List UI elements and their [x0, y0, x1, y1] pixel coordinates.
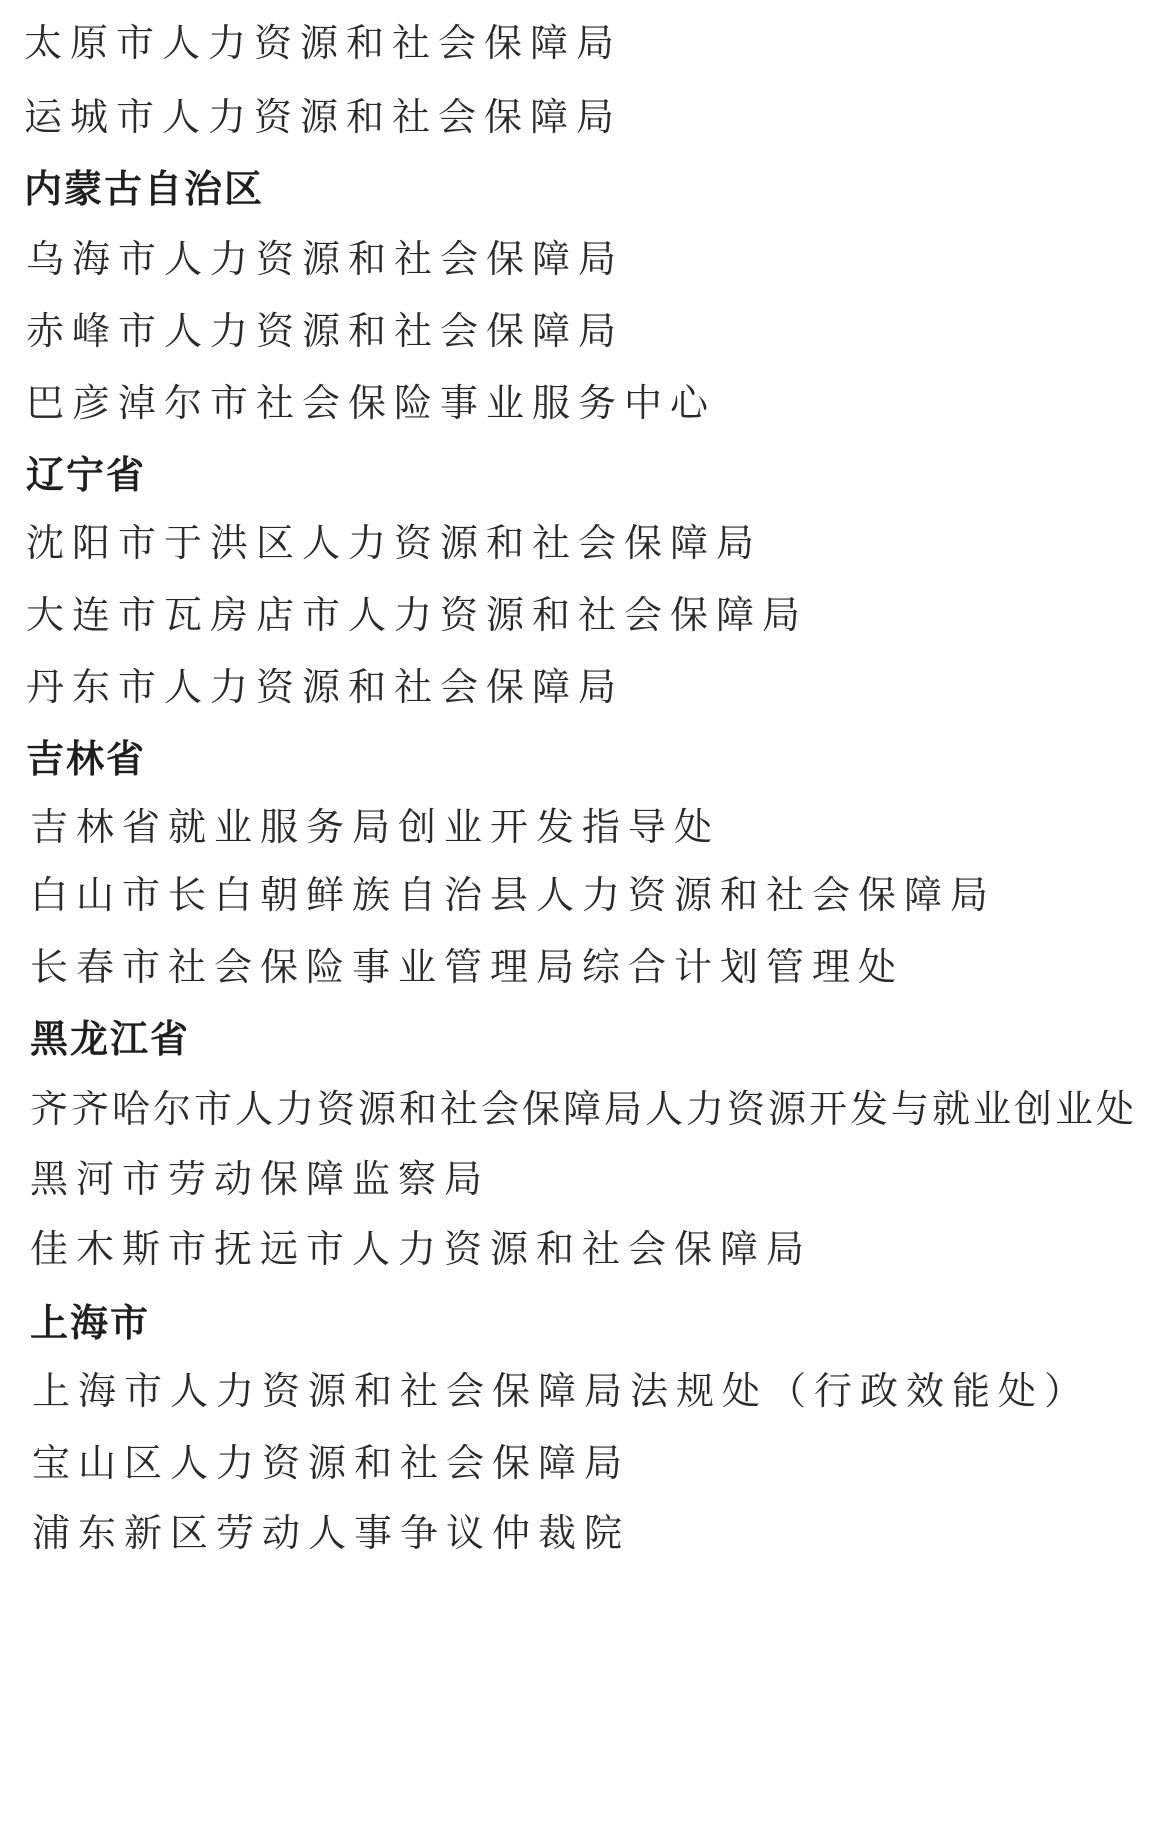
list-item: 吉林省就业服务局创业开发指导处: [30, 805, 721, 849]
list-item: 上海市人力资源和社会保障局法规处（行政效能处）: [32, 1369, 1091, 1413]
section-heading: 黑龙江省: [30, 1017, 191, 1061]
list-item: 齐齐哈尔市人力资源和社会保障局人力资源开发与就业创业处: [30, 1087, 1138, 1131]
section-heading: 上海市: [30, 1301, 151, 1345]
list-item: 大连市瓦房店市人力资源和社会保障局: [26, 593, 809, 637]
list-item: 乌海市人力资源和社会保障局: [26, 237, 625, 281]
list-item: 浦东新区劳动人事争议仲裁院: [32, 1511, 631, 1555]
list-item: 运城市人力资源和社会保障局: [24, 95, 623, 139]
list-item: 巴彦淖尔市社会保险事业服务中心: [26, 381, 717, 425]
list-item: 佳木斯市抚远市人力资源和社会保障局: [30, 1227, 813, 1271]
list-item: 黑河市劳动保障监察局: [30, 1157, 491, 1201]
section-heading: 吉林省: [26, 737, 147, 781]
list-item: 太原市人力资源和社会保障局: [24, 21, 623, 65]
list-item: 沈阳市于洪区人力资源和社会保障局: [26, 521, 763, 565]
list-item: 赤峰市人力资源和社会保障局: [26, 309, 625, 353]
list-item: 丹东市人力资源和社会保障局: [26, 665, 625, 709]
list-item: 白山市长白朝鲜族自治县人力资源和社会保障局: [30, 873, 997, 917]
section-heading: 内蒙古自治区: [24, 167, 265, 211]
list-item: 长春市社会保险事业管理局综合计划管理处: [30, 945, 905, 989]
list-item: 宝山区人力资源和社会保障局: [32, 1441, 631, 1485]
section-heading: 辽宁省: [26, 453, 147, 497]
